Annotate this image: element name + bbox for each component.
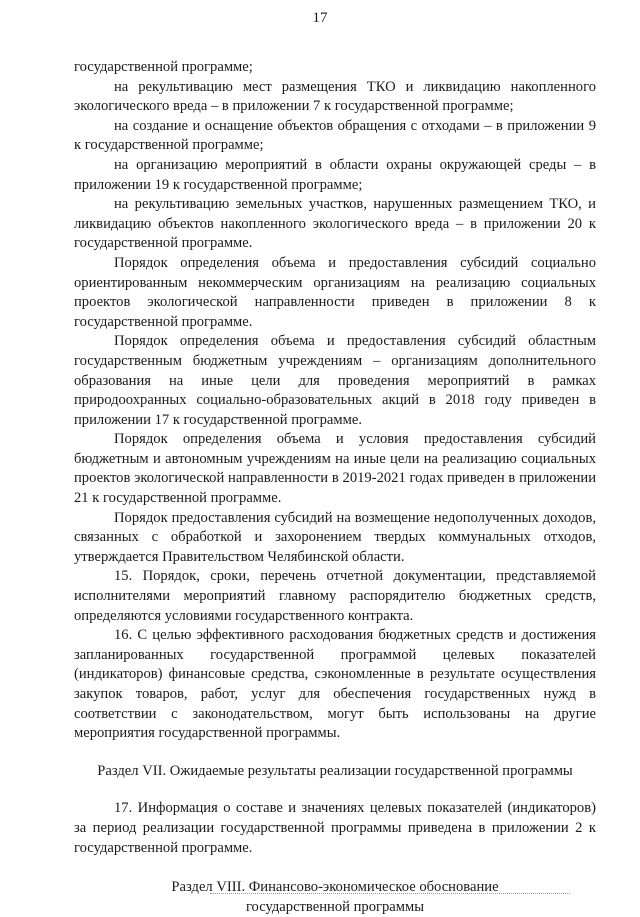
- page-number: 17: [312, 10, 328, 26]
- paragraph-subsidies-waste: Порядок предоставления субсидий на возмещение недополученных доходов, связанных с обработкой и захоронением твердых коммунальных отходов, утверждается Правительством Челябинской области.: [74, 509, 596, 565]
- document-body: [74, 58, 596, 917]
- section-7-heading: Раздел VII. Ожидаемые результаты реализации государственной программы: [97, 762, 573, 779]
- paragraph-subsidies-regional: Порядок определения объема и предоставления субсидий областным государственным бюджетным учреждениям – организациям дополнительного образования на иные цели для проведения мероприятий в рамках природоохранных социально-образовательных акций в 2018 году приведен в приложении 17 к государственной программе.: [74, 333, 596, 428]
- paragraph-appendix-7: на рекультивацию мест размещения ТКО и ликвидацию накопленного экологического вреда – в приложении 7 к государственной программе;: [74, 78, 596, 115]
- paragraph-subsidies-nko: Порядок определения объема и предоставления субсидий социально ориентированным некоммерческим организациям на реализацию социальных проектов экологической направленности приведен в приложении 8 к государственной программе.: [74, 254, 596, 330]
- section-8-heading-line-2: государственной программы: [245, 898, 425, 915]
- paragraph-continuation: государственной программе;: [74, 59, 253, 75]
- scan-footer-line: [210, 893, 570, 894]
- paragraph-appendix-20: на рекультивацию земельных участков, нарушенных размещением ТКО, и ликвидацию объектов накопленного экологического вреда – в приложении 20 к государственной программе.: [74, 196, 596, 252]
- paragraph-item-15: 15. Порядок, сроки, перечень отчетной документации, представляемой исполнителями мероприятий главному распорядителю бюджетных средств, определяются условиями государственного контракта.: [74, 568, 596, 624]
- paragraph-item-16: 16. С целью эффективного расходования бюджетных средств и достижения запланированных государственной программой целевых показателей (индикаторов) финансовые средства, сэкономленные в результате осуществления закупок товаров, работ, услуг для обеспечения государственных нужд в соответствии с законодательством, могут быть использованы на другие мероприятия государственной программы.: [74, 627, 596, 742]
- section-8-heading: [74, 878, 596, 917]
- paragraph-appendix-19: на организацию мероприятий в области охраны окружающей среды – в приложении 19 к государственной программе;: [74, 156, 596, 193]
- paragraph-subsidies-budget: Порядок определения объема и условия предоставления субсидий бюджетным и автономным учреждениям на иные цели на реализацию социальных проектов экологической направленности в 2019-2021 годах приведен в приложении 21 к государственной программе.: [74, 431, 596, 507]
- paragraph-item-17: 17. Информация о составе и значениях целевых показателей (индикаторов) за период реализации государственной программы приведена в приложении 2 к государственной программе.: [74, 800, 596, 856]
- section-8-heading-line-1: Раздел VIII. Финансово-экономическое обоснование: [171, 879, 499, 896]
- paragraph-appendix-9: на создание и оснащение объектов обращения с отходами – в приложении 9 к государственной программе;: [74, 117, 596, 154]
